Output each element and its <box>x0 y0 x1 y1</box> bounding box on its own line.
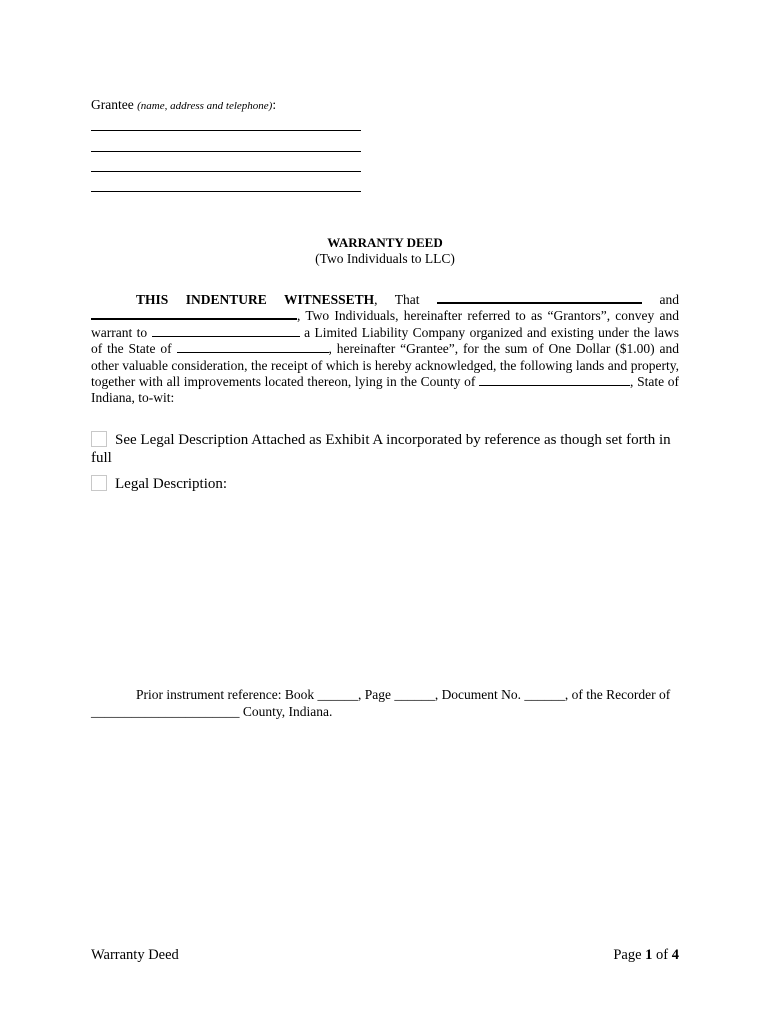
document-title: WARRANTY DEED <box>327 235 443 250</box>
body-t3: , Two Individuals, hereinafter referred to as “Grantors”, convey and warrant to <box>91 308 679 340</box>
legal-description-option <box>91 475 681 493</box>
grantee-line-4[interactable] <box>91 191 361 192</box>
grantee-label <box>91 97 276 113</box>
footer-document-name: Warranty Deed <box>91 947 179 963</box>
exhibit-option-label: See Legal Description Attached as Exhibit A incorporated by reference as though set forth in full <box>91 432 671 466</box>
page-current: 1 <box>645 947 653 963</box>
body-t5: , hereinafter “Grantee”, for the sum of One Dollar ($1.00) and other valuable consideration, the receipt of which is hereby acknowledged, the following lands and property, together with all improvements located thereon, lying in the County of <box>91 341 680 390</box>
state-blank[interactable] <box>177 351 329 353</box>
grantee-line-1[interactable] <box>91 130 361 131</box>
page-total: 4 <box>671 947 679 963</box>
grantee-line-3[interactable] <box>91 171 361 172</box>
page-word: Page <box>613 947 642 963</box>
grantor-2-blank[interactable] <box>91 317 297 320</box>
document-subtitle: (Two Individuals to LLC) <box>315 251 455 266</box>
body-t4: a Limited Liability Company organized and existing under the laws of the State of <box>91 324 680 357</box>
company-name-blank[interactable] <box>152 335 300 337</box>
grantee-line-2[interactable] <box>91 151 361 152</box>
of-word: of <box>656 947 669 963</box>
county-blank[interactable] <box>479 384 630 386</box>
exhibit-checkbox[interactable] <box>91 431 107 447</box>
legal-description-label: Legal Description: <box>115 476 228 492</box>
footer-page-number <box>613 947 679 964</box>
prior-line-2: ______________________ County, Indiana. <box>91 704 333 719</box>
exhibit-option <box>91 431 681 467</box>
grantor-1-blank[interactable] <box>437 301 642 304</box>
body-t2: and <box>659 292 680 307</box>
prior-instrument-reference <box>91 686 679 720</box>
prior-line-1: Prior instrument reference: Book ______, Page ______, Document No. ______, of the Recorder of <box>136 687 671 702</box>
body-t6: , State of Indiana, to-wit: <box>91 374 680 406</box>
grantee-label-text: Grantee <box>91 97 134 112</box>
body-t1: , That <box>374 292 420 307</box>
legal-description-checkbox[interactable] <box>91 475 107 491</box>
indenture-intro: THIS INDENTURE WITNESSETH <box>136 292 375 307</box>
indenture-paragraph <box>91 292 679 407</box>
grantee-hint: (name, address and telephone) <box>137 100 273 112</box>
grantee-suffix: : <box>272 97 277 112</box>
